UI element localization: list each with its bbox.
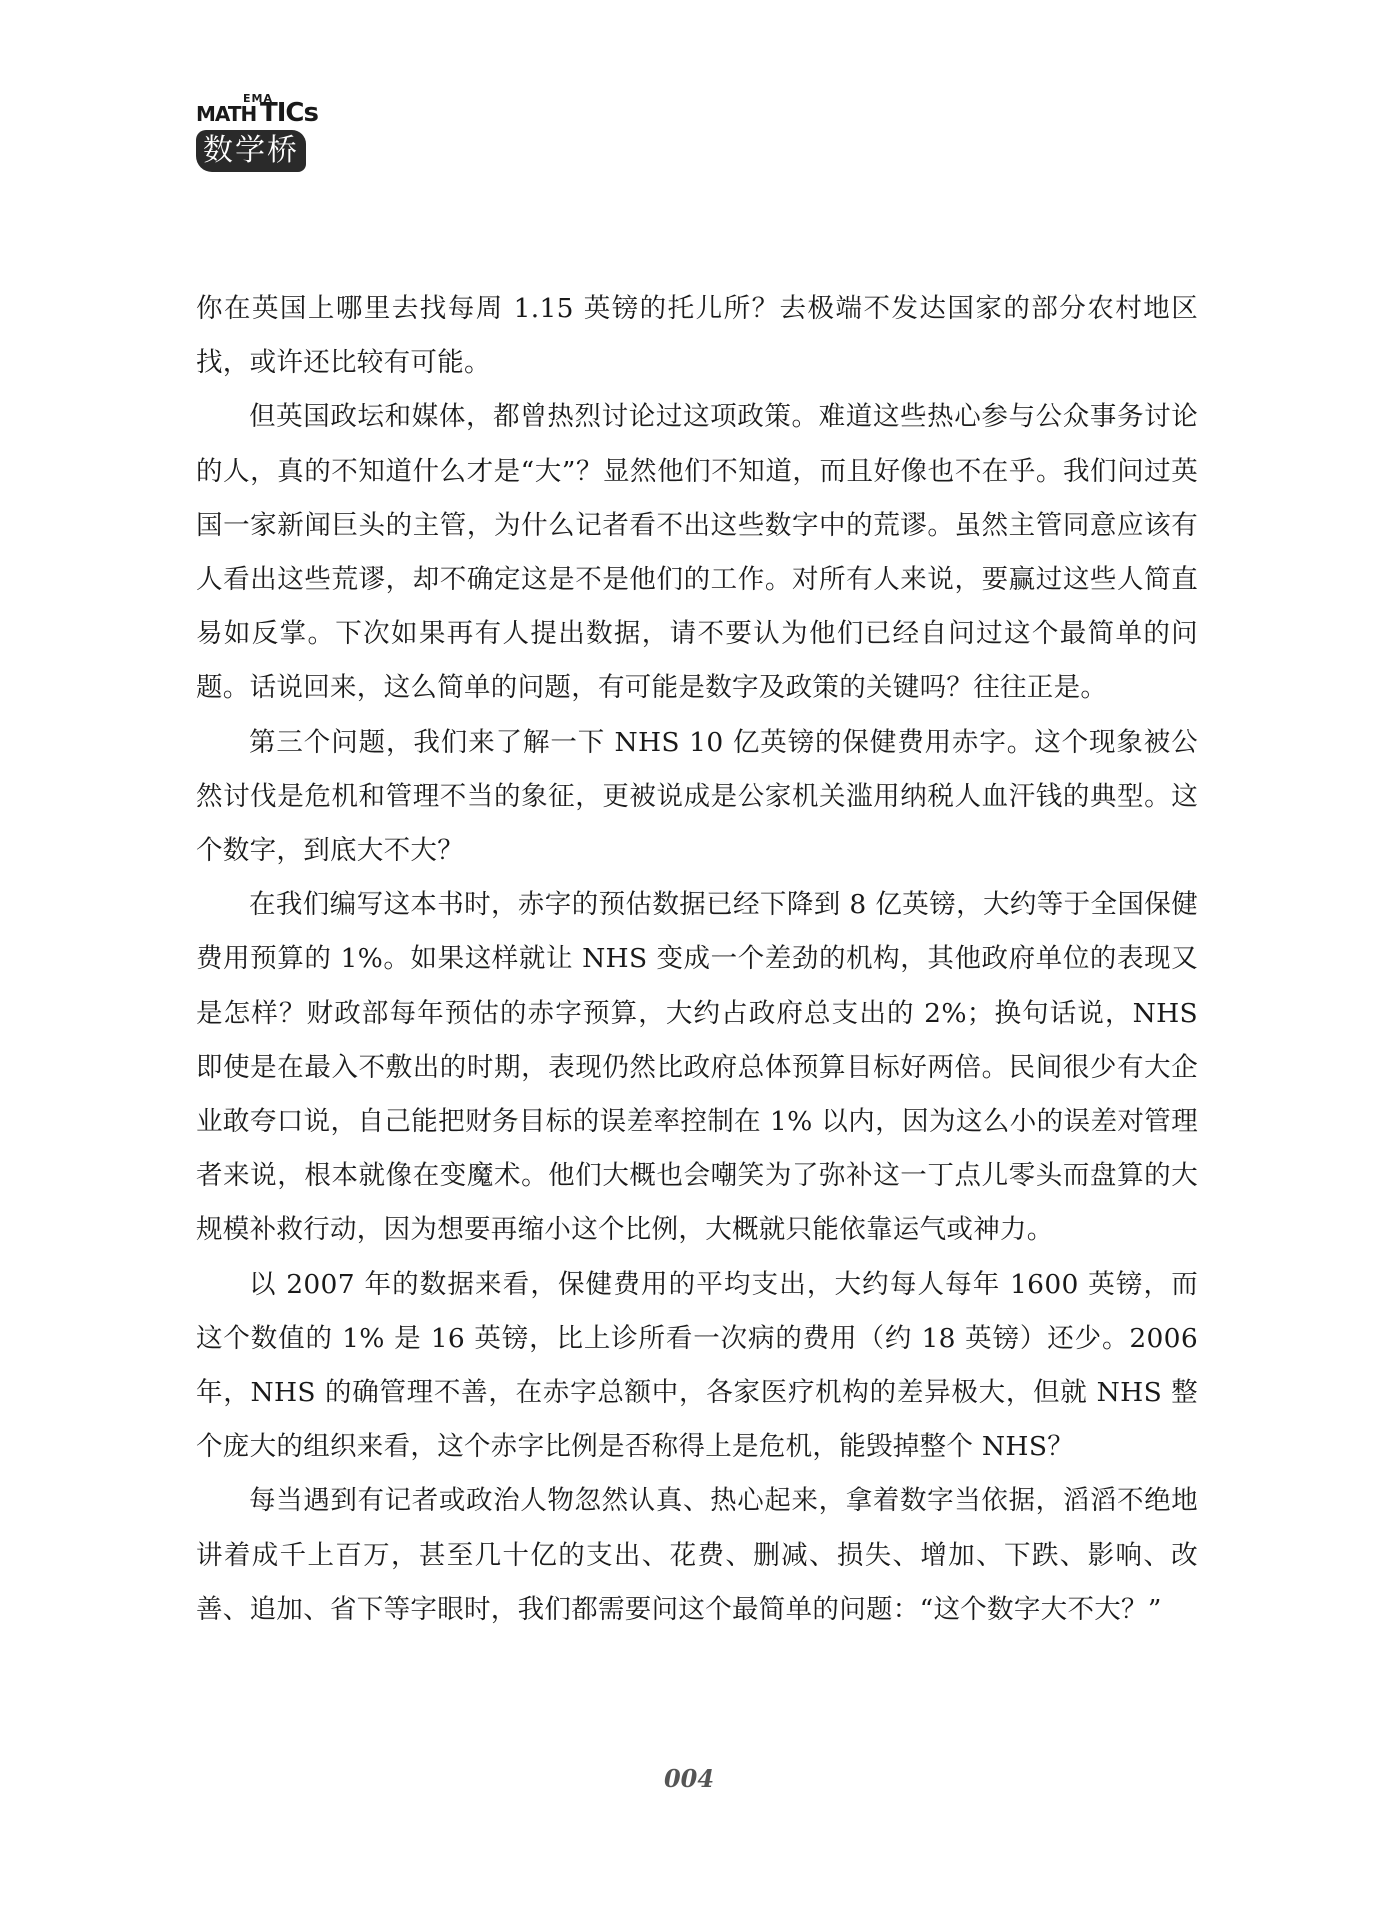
paragraph-1: 你在英国上哪里去找每周 1.15 英镑的托儿所？去极端不发达国家的部分农村地区找，或许还比较有可能。 bbox=[196, 293, 1198, 379]
logo-wordmark bbox=[196, 92, 318, 128]
book-series-logo bbox=[196, 92, 318, 174]
paragraph-3: 第三个问题，我们来了解一下 NHS 10 亿英镑的保健费用赤字。这个现象被公然讨伐是危机和管理不当的象征，更被说成是公家机关滥用纳税人血汗钱的典型。这个数字，到底大不大？ bbox=[196, 726, 1198, 867]
logo-text-math: MATH bbox=[196, 102, 257, 126]
logo-text-tics: TICs bbox=[260, 98, 318, 128]
logo-chinese-title: 数学桥 bbox=[196, 130, 306, 172]
paragraph-2: 但英国政坛和媒体，都曾热烈讨论过这项政策。难道这些热心参与公众事务讨论的人，真的不知道什么才是“大”？显然他们不知道，而且好像也不在乎。我们问过英国一家新闻巨头的主管，为什么记者看不出这些数字中的荒谬。虽然主管同意应该有人看出这些荒谬，却不确定这是不是他们的工作。对所有人来说，要赢过这些人简直易如反掌。下次如果再有人提出数据，请不要认为他们已经自问过这个最简单的问题。话说回来，这么简单的问题，有可能是数字及政策的关键吗？往往正是。 bbox=[196, 401, 1198, 704]
logo-text-ema: EMA bbox=[243, 92, 273, 105]
paragraph-4: 在我们编写这本书时，赤字的预估数据已经下降到 8 亿英镑，大约等于全国保健费用预算的 1%。如果这样就让 NHS 变成一个差劲的机构，其他政府单位的表现又是怎样？财政部每年预估的赤字预算，大约占政府总支出的 2%；换句话说，NHS 即使是在最入不敷出的时期，表现仍然比政府总体预算目标好两倍。民间很少有大企业敢夸口说，自己能把财务目标的误差率控制在 1% 以内，因为这么小的误差对管理者来说，根本就像在变魔术。他们大概也会嘲笑为了弥补这一丁点儿零头而盘算的大规模补救行动，因为想要再缩小这个比例，大概就只能依靠运气或神力。 bbox=[196, 889, 1198, 1246]
page-number: 004 bbox=[663, 1764, 715, 1793]
paragraph-5: 以 2007 年的数据来看，保健费用的平均支出，大约每人每年 1600 英镑，而这个数值的 1% 是 16 英镑，比上诊所看一次病的费用（约 18 英镑）还少。2006 年，NHS 的确管理不善，在赤字总额中，各家医疗机构的差异极大，但就 NHS 整个庞大的组织来看，这个赤字比例是否称得上是危机，能毁掉整个 NHS？ bbox=[196, 1268, 1198, 1463]
body-text bbox=[196, 282, 1198, 1637]
paragraph-6: 每当遇到有记者或政治人物忽然认真、热心起来，拿着数字当依据，滔滔不绝地讲着成千上百万，甚至几十亿的支出、花费、删减、损失、增加、下跌、影响、改善、追加、省下等字眼时，我们都需要问这个最简单的问题：“这个数字大不大？” bbox=[196, 1485, 1198, 1625]
